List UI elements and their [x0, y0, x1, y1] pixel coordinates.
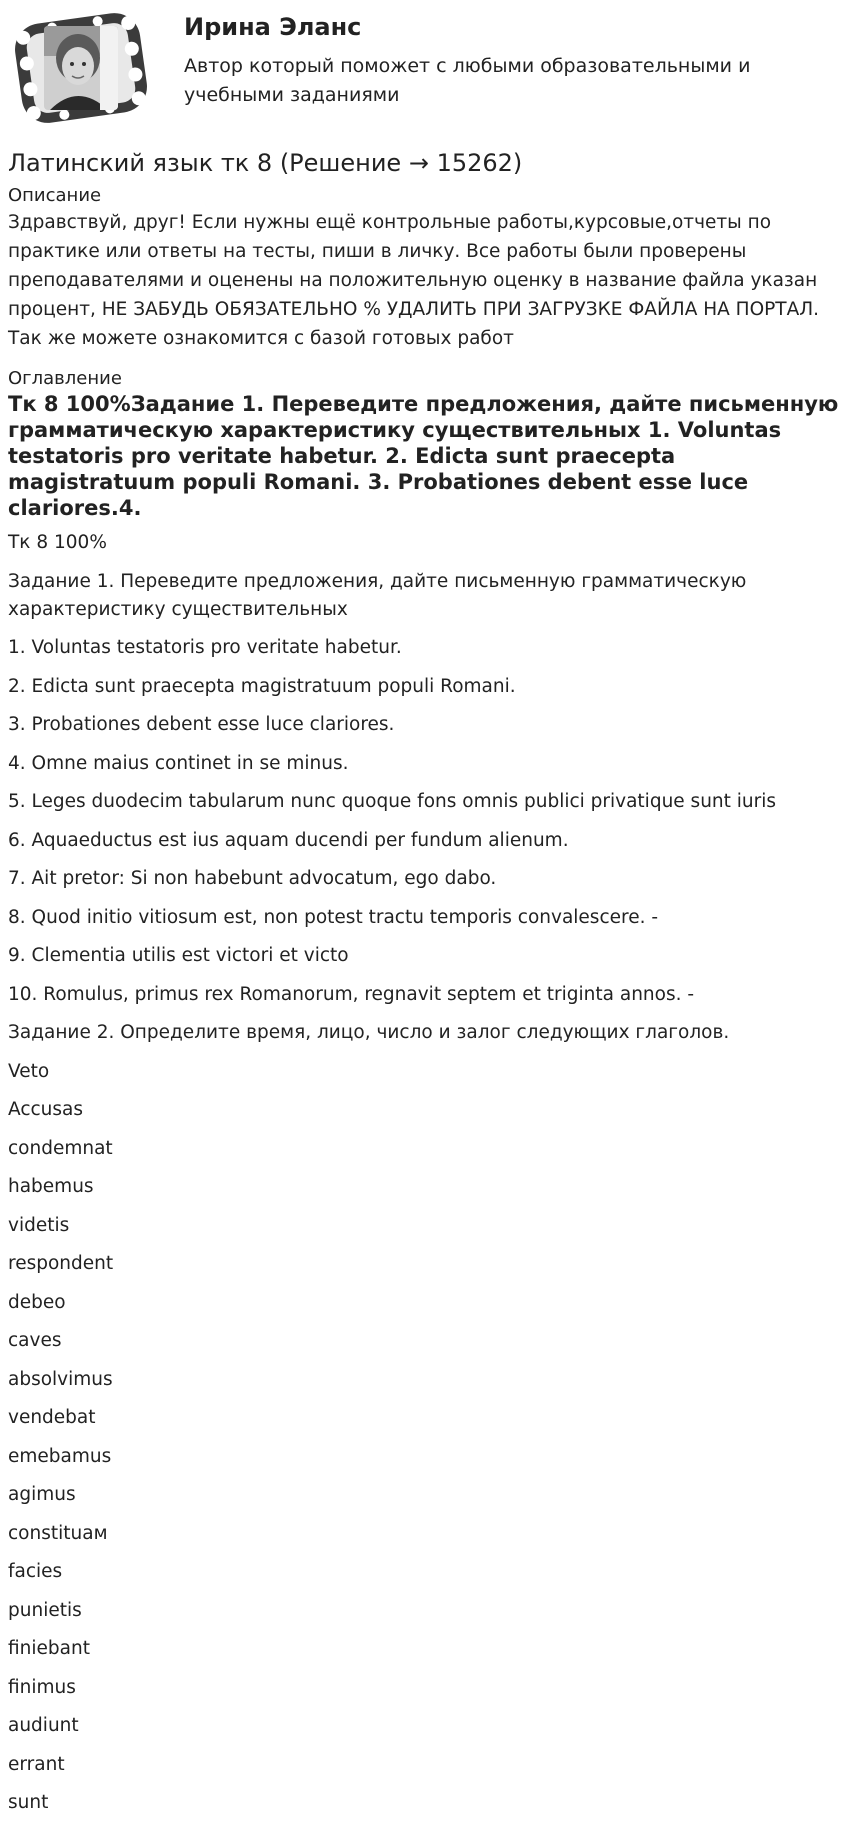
- verb-item: habemus: [8, 1176, 94, 1197]
- verb-item: caves: [8, 1330, 62, 1351]
- verb-item: finiebant: [8, 1638, 90, 1659]
- content-line: 5. Leges duodecim tabularum nunc quoque fons omnis publici privatique sunt iuris: [8, 791, 777, 812]
- verb-item: videtis: [8, 1214, 70, 1236]
- verb-item: respondent: [8, 1253, 114, 1274]
- content-line: 10. Romulus, primus rex Romanorum, regnavit septem et triginta annos. -: [8, 983, 695, 1005]
- toc-label: Оглавление: [8, 368, 122, 389]
- verb-item: emebamus: [8, 1445, 112, 1467]
- content-line: Задание 2. Определите время, лицо, число и залог следующих глаголов.: [8, 1022, 730, 1043]
- content-line: 4. Omne maius continet in se minus.: [8, 752, 349, 774]
- verb-item: facies: [8, 1561, 63, 1582]
- content-line: 7. Ait pretor: Si non habebunt advocatum, ego dabo.: [8, 868, 497, 889]
- verb-item: absolvimus: [8, 1368, 113, 1390]
- content-line: 3. Probationes debent esse luce clariores.: [8, 714, 395, 735]
- author-name[interactable]: Ирина Эланс: [184, 13, 362, 41]
- content-line: 2. Edicta sunt praecepta magistratuum populi Romani.: [8, 675, 516, 697]
- content-line: 8. Quod initio vitiosum est, non potest tractu temporis convalescere. -: [8, 906, 659, 928]
- description-label: Описание: [8, 185, 102, 206]
- verb-item: Veto: [8, 1060, 50, 1082]
- document-title: Латинский язык тк 8 (Решение → 15262): [8, 149, 523, 177]
- verb-item: condemnat: [8, 1137, 113, 1159]
- author-info: [184, 8, 804, 110]
- verb-item: punietis: [8, 1599, 82, 1621]
- content-line: 9. Clementia utilis est victori et victo: [8, 945, 349, 966]
- verb-item: errant: [8, 1753, 65, 1775]
- document-content: [8, 529, 839, 1047]
- toc-title: Тк 8 100%Задание 1. Переведите предложения, дайте письменную грамматическую характеристику существительных 1. Voluntas testatoris pro veritate habetur. 2. Edicta sunt praecepta magistratuum populi Romani. 3. Probationes debent esse luce clariores.4.: [8, 392, 839, 520]
- description-text: Здравствуй, друг! Если нужны ещё контрольные работы,курсовые,отчеты по практике или ответы на тесты, пиши в личку. Все работы были проверены преподавателями и оценены на положительную оценку в название файла указан процент, НЕ ЗАБУДЬ ОБЯЗАТЕЛЬНО % УДАЛИТЬ ПРИ ЗАГРУЗКЕ ФАЙЛА НА ПОРТАЛ. Так же можете ознакомится с базой готовых работ: [8, 212, 820, 349]
- content-line: 1. Voluntas testatoris pro veritate habetur.: [8, 637, 402, 658]
- verb-item: constituам: [8, 1522, 108, 1544]
- author-avatar[interactable]: [8, 8, 154, 128]
- verb-item: finimus: [8, 1676, 76, 1698]
- verb-list: [8, 1058, 839, 1818]
- author-card: [8, 0, 839, 134]
- verb-item: audiunt: [8, 1715, 79, 1736]
- verb-item: agimus: [8, 1484, 76, 1505]
- verb-item: sunt: [8, 1792, 49, 1813]
- verb-item: debeo: [8, 1291, 66, 1313]
- content-line: Тк 8 100%: [8, 532, 107, 553]
- content-line: 6. Aquaeductus est ius aquam ducendi per fundum alienum.: [8, 829, 569, 851]
- verb-item: Accusas: [8, 1099, 84, 1120]
- author-about: Автор который поможет с любыми образовательными и учебными заданиями: [184, 55, 751, 106]
- verb-item: vendebat: [8, 1407, 96, 1428]
- content-line: Задание 1. Переведите предложения, дайте письменную грамматическую характеристику существительных: [8, 570, 747, 620]
- film-frame-avatar-icon: [8, 8, 154, 128]
